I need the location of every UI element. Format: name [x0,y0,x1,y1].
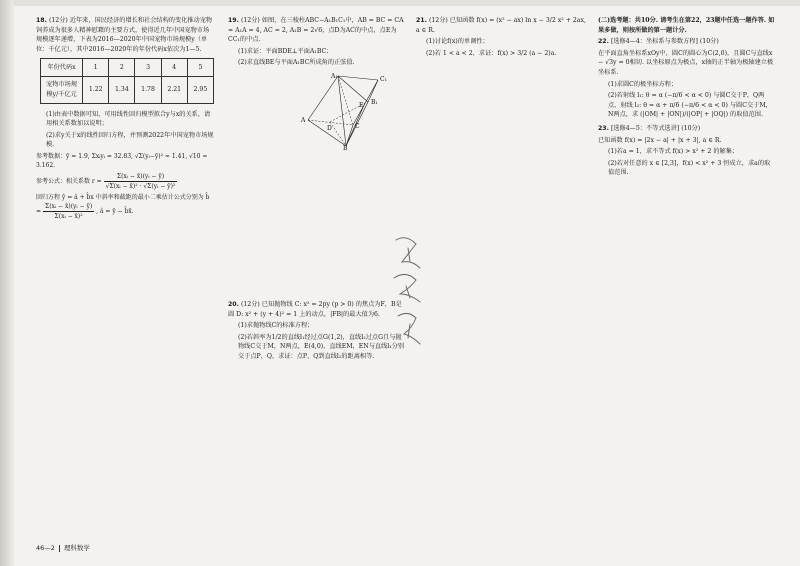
label-c: C [355,122,360,130]
edge-a1a [308,76,338,120]
subject-label: 理科数学 [63,544,90,552]
table-cell: 2.21 [161,77,187,103]
table-header-x: 年份代码x [41,59,83,77]
label-c1: C₁ [380,75,387,83]
edge-a1c1 [338,76,378,80]
page-footer [36,543,90,552]
label-a: A [301,116,306,124]
table-cell: 3 [135,59,161,77]
table-row [41,77,214,103]
edge-a1b1 [338,76,368,102]
page-number: 46—2 [36,544,55,552]
table-cell: 1.34 [109,77,135,103]
q19-part1: (1)求证：平面BDE⊥平面A₁BC； [238,47,333,55]
q21-part1: (1)讨论f(x)的单调性； [426,38,489,46]
q20-stem [228,300,406,319]
q23-text: 已知函数 f(x) = |2x − a| + |x + 3|, a ∈ R. [598,136,722,144]
table-row [41,59,214,77]
edge-cb [346,125,353,146]
q18-data-table [40,58,214,103]
q20-number: 20. [228,300,239,308]
q18-number: 18. [36,17,47,24]
page-top-edge [0,0,800,6]
q22-number: 22. [598,38,609,46]
q22-heading [598,37,776,47]
q20-part1: (1)求抛物线C的标准方程； [238,322,314,330]
q21-part2: (2)若 1 < a < 2，求证：f(x) > 3/2 (a − 2)a. [426,49,557,57]
q19-part2: (2)求直线BE与平面A₁BC所成角的正弦值. [238,59,355,67]
table-cell: 5 [187,59,213,77]
q18-text: (12分) 近年来，国民经济的增长和社会结构的变化推动宠物饲养成为很多人精神慰藉的主要方式，使得近几年中国宠物市场规模逐年递增，下表为2016—2020年中国宠物市场规模y（单位：千亿元），其中2016—2020年的年份代码x依次为1—5. [36,17,213,53]
q18-regression-formula [36,193,214,221]
q19-number: 19. [228,17,239,24]
reg-denominator: Σ(xᵢ − x̄)² [54,212,83,220]
q20-text: (12分) 已知抛物线 C: x² = 2py (p > 0) 的焦点为F，B是圆 D: x² + (y + 4)² = 1 上的动点，|FB|的最大值为6. [228,300,402,318]
q22-title: [选修4—4：坐标系与参数方程] (10分) [610,38,719,46]
table-cell: 2 [109,59,135,77]
q23-part2: (2)若对任意的 x ∈ [2,3]，f(x) < x² + 3 恒成立，求a的取值范围. [608,159,771,177]
q18-correlation-formula [36,172,214,191]
label-b1: B₁ [371,98,378,106]
elective-heading: (二)选考题：共10分. 请考生在第22，23题中任选一题作答. 如果多做，则按所做的第一题计分. [598,17,775,34]
q22-part2: (2)若射线 l₁: θ = α (−π/6 < α < 0) 与圆C交于P，Q两点，射线 l₂: θ = α + π/6 (−π/6 < α < 0) 与圆C交于M，N两点，求 (|OM| + |ON|)/(|OP| + |OQ|) 的取值范围. [608,92,772,119]
label-d: D [327,124,332,132]
edge-a1b [338,76,346,146]
reg-text: 回归方程 ŷ = â + b̂x 中斜率和截距的最小二乘估计公式分别为 b̂ = [36,193,210,215]
reg-fraction [43,202,94,221]
corr-numerator: Σ(xᵢ − x̄)(yᵢ − ȳ) [104,172,178,182]
handwritten-stamp-mark [388,230,430,360]
table-cell: 4 [161,59,187,77]
table-cell: 1.78 [135,77,161,103]
q23-number: 23. [598,124,609,132]
q22-part1: (1)求圆C的极坐标方程； [608,80,678,88]
q23-heading [598,124,776,134]
binding-fold [0,0,14,566]
corr-fraction [104,172,178,191]
column-q18 [36,16,214,223]
table-header-y: 宠物市场规模y/千亿元 [41,77,83,103]
edge-a1c-hidden [338,76,353,125]
q21-text: (12分) 已知函数 f(x) = (x² − ax) ln x − 3/2 x² + 2ax, a ∈ R. [416,17,586,34]
q19-stem [228,16,406,45]
prism-figure [228,70,406,150]
corr-denominator: √Σ(xᵢ − x̄)² · √Σ(yᵢ − ȳ)² [105,182,176,190]
label-e: E [359,101,364,109]
label-a1: A₁ [331,72,338,80]
q21-number: 21. [416,17,427,24]
q18-stem [36,16,214,54]
q18-reference-data: 参考数据：ȳ = 1.9, Σxᵢyᵢ = 32.83, √Σ(yᵢ−ȳ)² ≈ 1.41, √10 ≈ 3.162. [36,152,208,169]
q23-title: [选修4—5：不等式选讲] (10分) [610,124,701,132]
reg-tail: , â = ȳ − b̂x̄. [96,207,134,215]
table-cell: 1.22 [83,77,109,103]
corr-label: 参考公式：相关系数 r = [36,177,102,185]
column-elective [598,16,776,180]
q20-part2: (2)若斜率为1/2的直线l₁经过点G(1,2)，直线l₂过点G且与抛物线C交于M，N两点，E(4,0)，直线EM，EN与直线l₁分别交于点P，Q，求证：点P，Q到直线l₂的距离相等. [238,333,405,360]
q22-text: 在平面直角坐标系xOy中，圆C的圆心为C(2,0)，且圆C与直线x − √3y = 0相切. 以坐标原点为极点，x轴的正半轴为极轴建立极坐标系. [598,49,774,76]
column-q21 [416,16,586,60]
column-q19-q20 [228,16,406,364]
q21-stem [416,16,586,35]
label-b: B [343,144,348,150]
table-cell: 2.95 [187,77,213,103]
footer-separator [59,545,60,552]
q23-part1: (1)若a = 1，求不等式 f(x) > x² + 2 的解集； [608,148,739,156]
edge-ab [308,120,346,146]
q18-part2: (2)求y关于x的线性回归方程，并预测2022年中国宠物市场规模. [46,131,214,149]
q19-text: (12分) 如图，在三棱柱ABC−A₁B₁C₁中，AB = BC = CA = A₁A = 4, AC = 2, A₁B = 2√6，点D为AC的中点，点E为CC₁的中点. [228,17,404,44]
reg-numerator: Σ(xᵢ − x̄)(yᵢ − ȳ) [44,202,93,210]
q18-part1: (1)由表中数据可知，可用线性回归模型拟合y与x的关系，请用相关系数加以说明； [46,110,211,128]
table-cell: 1 [83,59,109,77]
